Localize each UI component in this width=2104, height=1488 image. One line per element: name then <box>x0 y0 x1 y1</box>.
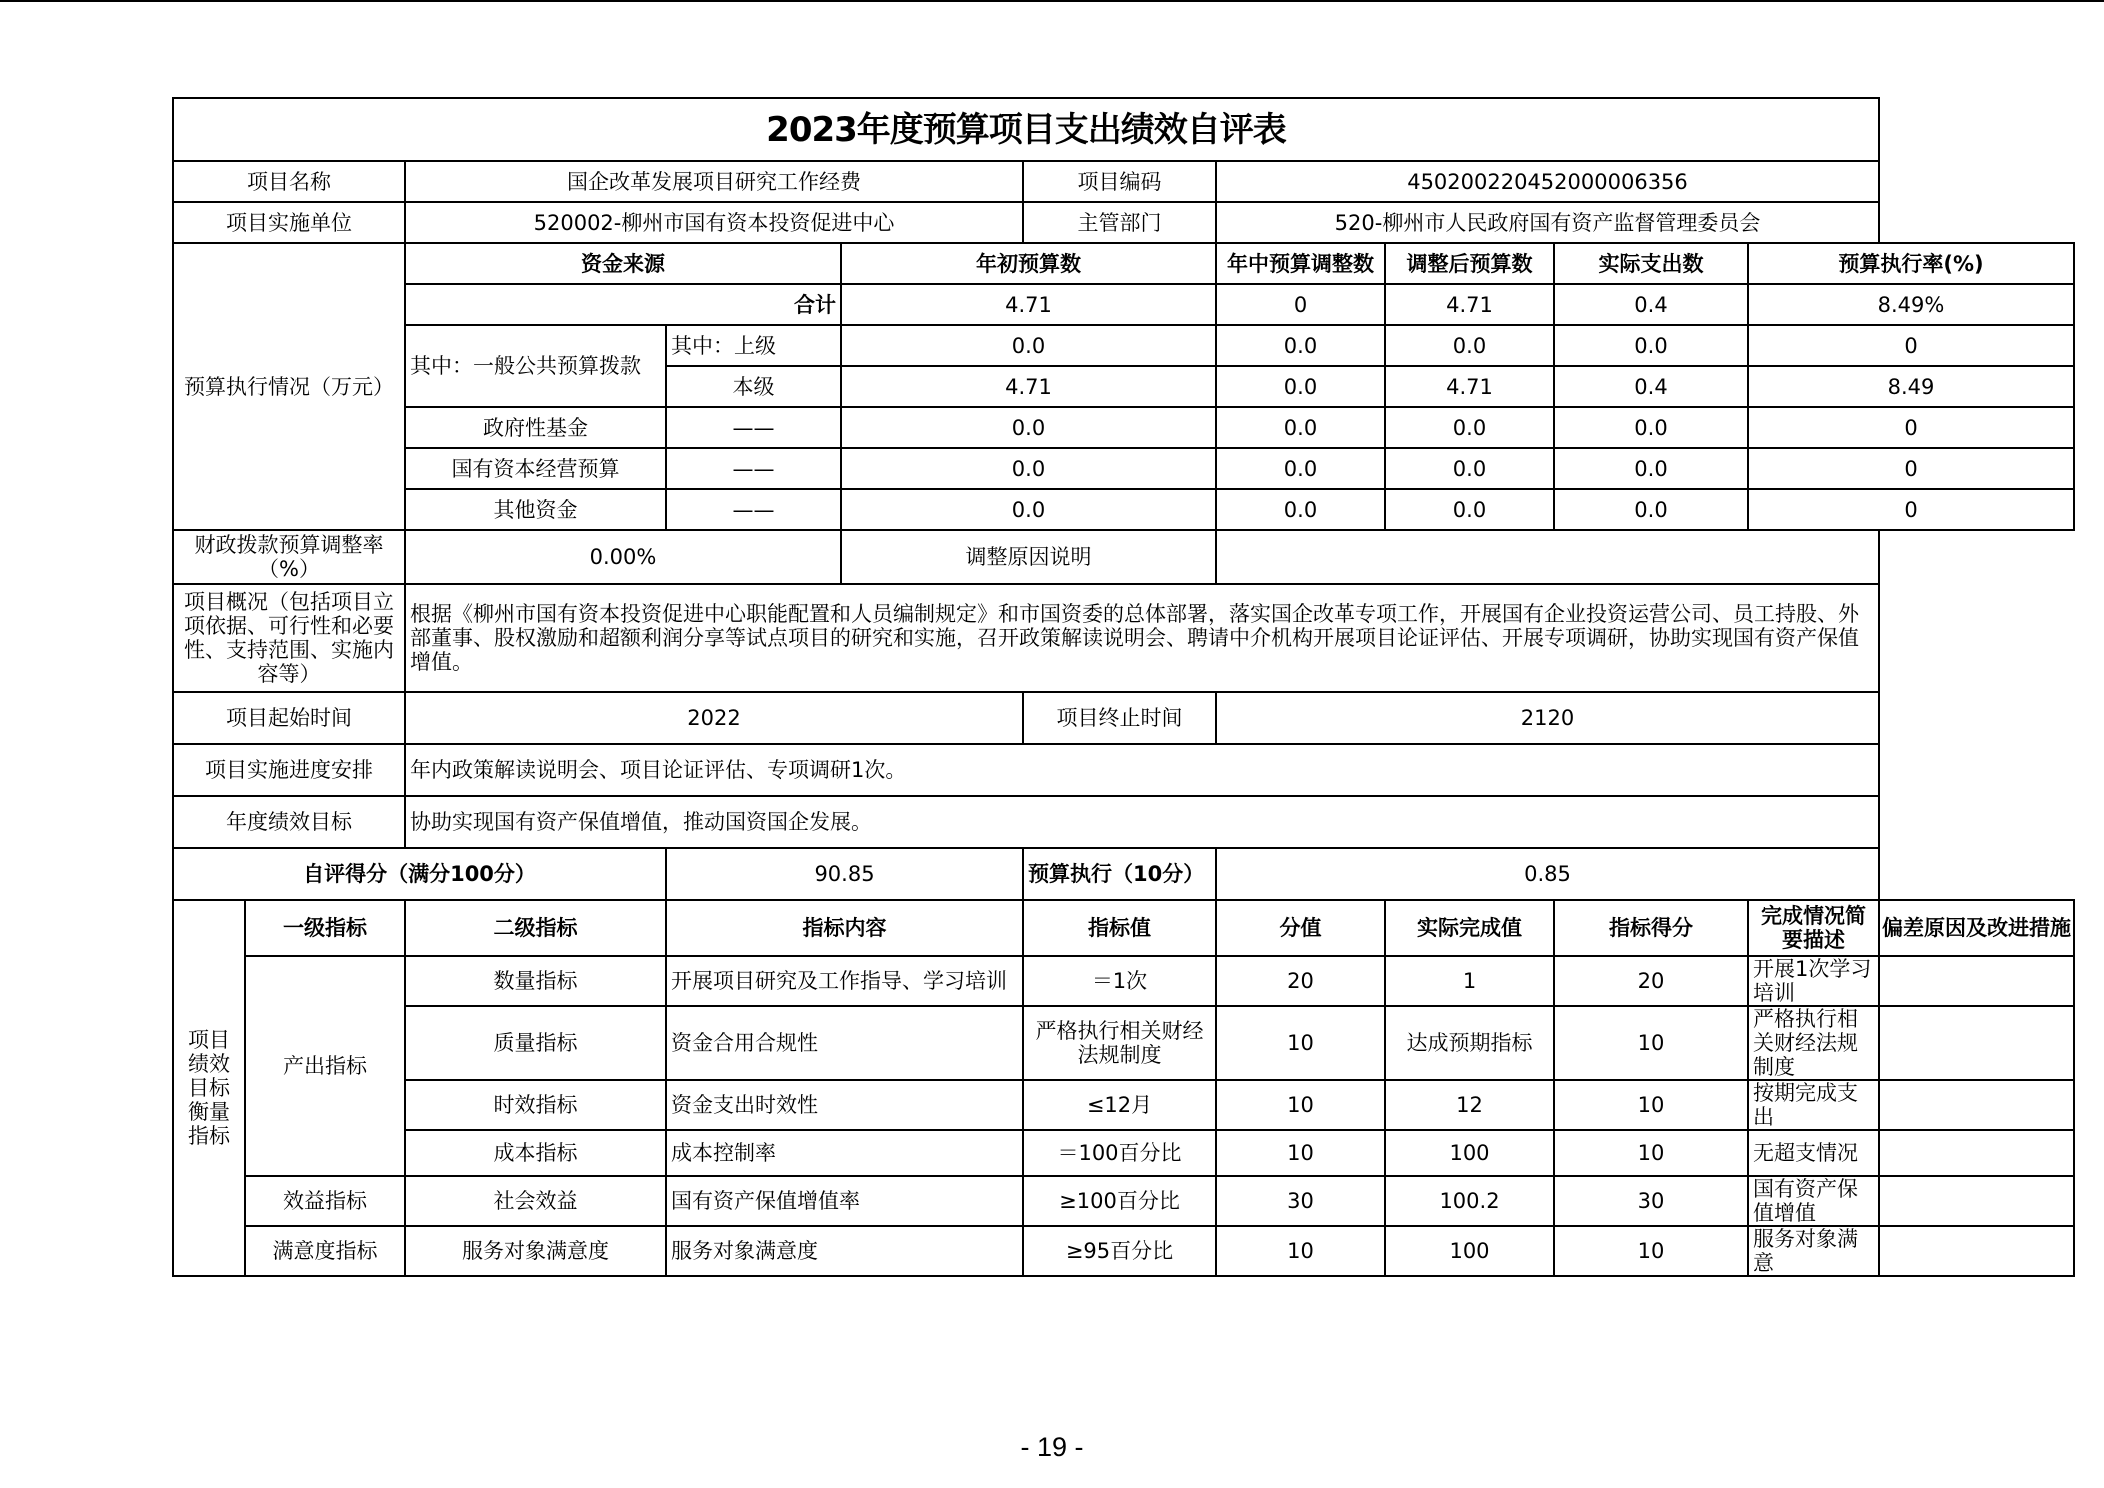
level1-output: 产出指标 <box>245 956 405 1176</box>
budget-upper-adjusted: 0.0 <box>1385 325 1554 366</box>
indicator-score: 10 <box>1554 1226 1748 1276</box>
table-title: 2023年度预算项目支出绩效自评表 <box>173 98 1879 161</box>
start-time-value: 2022 <box>405 692 1023 744</box>
budget-upper-actual: 0.0 <box>1554 325 1748 366</box>
other-fund-mid: 0.0 <box>1216 489 1385 530</box>
indicator-target: ≥95百分比 <box>1023 1226 1216 1276</box>
indicator-target: ＝1次 <box>1023 956 1216 1006</box>
level2-timeliness: 时效指标 <box>405 1080 666 1130</box>
impl-unit-value: 520002-柳州市国有资本投资促进中心 <box>405 202 1023 243</box>
self-score-label: 自评得分（满分100分） <box>173 848 666 900</box>
project-code-label: 项目编码 <box>1023 161 1216 202</box>
budget-local-initial: 4.71 <box>841 366 1216 407</box>
adjust-rate-label: 财政拨款预算调整率（%） <box>173 530 405 584</box>
indicator-content: 服务对象满意度 <box>666 1226 1023 1276</box>
indicator-score: 30 <box>1554 1176 1748 1226</box>
budget-local-rate: 8.49 <box>1748 366 2074 407</box>
indicator-actual: 12 <box>1385 1080 1554 1130</box>
header-initial-budget: 年初预算数 <box>841 243 1216 284</box>
level2-quantity: 数量指标 <box>405 956 666 1006</box>
end-time-value: 2120 <box>1216 692 1879 744</box>
budget-total-mid: 0 <box>1216 284 1385 325</box>
indicator-reason <box>1879 1006 2074 1080</box>
header-level1: 一级指标 <box>245 900 405 956</box>
end-time-label: 项目终止时间 <box>1023 692 1216 744</box>
overview-label: 项目概况（包括项目立项依据、可行性和必要性、支持范围、实施内容等） <box>173 584 405 692</box>
budget-exec-label: 预算执行情况（万元） <box>173 243 405 530</box>
project-code-value: 450200220452000006356 <box>1216 161 1879 202</box>
budget-upper-label: 其中：上级 <box>666 325 841 366</box>
budget-total-initial: 4.71 <box>841 284 1216 325</box>
indicator-weight: 10 <box>1216 1080 1385 1130</box>
indicator-reason <box>1879 956 2074 1006</box>
header-fund-source: 资金来源 <box>405 243 841 284</box>
header-description: 完成情况简要描述 <box>1748 900 1879 956</box>
indicator-weight: 10 <box>1216 1226 1385 1276</box>
indicator-score: 20 <box>1554 956 1748 1006</box>
annual-goal-text: 协助实现国有资产保值增值，推动国资国企发展。 <box>405 796 1879 848</box>
other-fund-rate: 0 <box>1748 489 2074 530</box>
state-capital-sub: —— <box>666 448 841 489</box>
self-score-value: 90.85 <box>666 848 1023 900</box>
progress-text: 年内政策解读说明会、项目论证评估、专项调研1次。 <box>405 744 1879 796</box>
gov-fund-adjusted: 0.0 <box>1385 407 1554 448</box>
gov-fund-label: 政府性基金 <box>405 407 666 448</box>
indicator-score: 10 <box>1554 1006 1748 1080</box>
progress-label: 项目实施进度安排 <box>173 744 405 796</box>
general-budget-group-label: 其中：一般公共预算拨款 <box>405 325 666 407</box>
gov-fund-initial: 0.0 <box>841 407 1216 448</box>
state-capital-rate: 0 <box>1748 448 2074 489</box>
indicator-reason <box>1879 1176 2074 1226</box>
performance-evaluation-table <box>172 97 2075 1277</box>
gov-fund-mid: 0.0 <box>1216 407 1385 448</box>
project-name-value: 国企改革发展项目研究工作经费 <box>405 161 1023 202</box>
start-time-label: 项目起始时间 <box>173 692 405 744</box>
level2-quality: 质量指标 <box>405 1006 666 1080</box>
budget-score-label: 预算执行（10分） <box>1023 848 1216 900</box>
project-name-label: 项目名称 <box>173 161 405 202</box>
other-fund-label: 其他资金 <box>405 489 666 530</box>
indicator-score: 10 <box>1554 1080 1748 1130</box>
budget-total-label: 合计 <box>405 284 841 325</box>
indicator-actual: 1 <box>1385 956 1554 1006</box>
header-adjusted-budget: 调整后预算数 <box>1385 243 1554 284</box>
indicator-actual: 100.2 <box>1385 1176 1554 1226</box>
indicator-content: 成本控制率 <box>666 1130 1023 1176</box>
state-capital-actual: 0.0 <box>1554 448 1748 489</box>
indicator-description: 服务对象满意 <box>1748 1226 1879 1276</box>
level2-social-benefit: 社会效益 <box>405 1176 666 1226</box>
indicator-actual: 100 <box>1385 1130 1554 1176</box>
indicator-weight: 10 <box>1216 1130 1385 1176</box>
budget-local-actual: 0.4 <box>1554 366 1748 407</box>
dept-label: 主管部门 <box>1023 202 1216 243</box>
other-fund-actual: 0.0 <box>1554 489 1748 530</box>
gov-fund-actual: 0.0 <box>1554 407 1748 448</box>
header-target: 指标值 <box>1023 900 1216 956</box>
header-deviation-reason: 偏差原因及改进措施 <box>1879 900 2074 956</box>
indicator-reason <box>1879 1226 2074 1276</box>
indicator-content: 开展项目研究及工作指导、学习培训 <box>666 956 1023 1006</box>
adjust-reason-value <box>1216 530 1879 584</box>
indicator-actual: 100 <box>1385 1226 1554 1276</box>
indicator-content: 资金支出时效性 <box>666 1080 1023 1130</box>
header-exec-rate: 预算执行率(%) <box>1748 243 2074 284</box>
indicator-target: ≤12月 <box>1023 1080 1216 1130</box>
state-capital-initial: 0.0 <box>841 448 1216 489</box>
page-number: - 19 - <box>1020 1432 1084 1462</box>
overview-text: 根据《柳州市国有资本投资促进中心职能配置和人员编制规定》和市国资委的总体部署，落实国企改革专项工作，开展国有企业投资运营公司、员工持股、外部董事、股权激励和超额利润分享等试点项目的研究和实施，召开政策解读说明会、聘请中介机构开展项目论证评估、开展专项调研，协助实现国有资产保值增值。 <box>405 584 1879 692</box>
header-actual-value: 实际完成值 <box>1385 900 1554 956</box>
budget-total-adjusted: 4.71 <box>1385 284 1554 325</box>
header-score: 指标得分 <box>1554 900 1748 956</box>
adjust-rate-value: 0.00% <box>405 530 841 584</box>
indicator-content: 国有资产保值增值率 <box>666 1176 1023 1226</box>
indicator-description: 无超支情况 <box>1748 1130 1879 1176</box>
indicator-description: 国有资产保值增值 <box>1748 1176 1879 1226</box>
annual-goal-label: 年度绩效目标 <box>173 796 405 848</box>
page-top-rule <box>0 0 2104 2</box>
header-actual-spend: 实际支出数 <box>1554 243 1748 284</box>
indicator-section-label: 项目绩效目标衡量指标 <box>173 900 245 1276</box>
indicator-actual: 达成预期指标 <box>1385 1006 1554 1080</box>
indicator-target: ＝100百分比 <box>1023 1130 1216 1176</box>
budget-upper-mid: 0.0 <box>1216 325 1385 366</box>
other-fund-initial: 0.0 <box>841 489 1216 530</box>
gov-fund-sub: —— <box>666 407 841 448</box>
budget-score-value: 0.85 <box>1216 848 1879 900</box>
indicator-reason <box>1879 1080 2074 1130</box>
level2-cost: 成本指标 <box>405 1130 666 1176</box>
indicator-weight: 30 <box>1216 1176 1385 1226</box>
budget-local-mid: 0.0 <box>1216 366 1385 407</box>
dept-value: 520-柳州市人民政府国有资产监督管理委员会 <box>1216 202 1879 243</box>
indicator-score: 10 <box>1554 1130 1748 1176</box>
indicator-content: 资金合用合规性 <box>666 1006 1023 1080</box>
header-level2: 二级指标 <box>405 900 666 956</box>
level1-satisfaction: 满意度指标 <box>245 1226 405 1276</box>
header-weight: 分值 <box>1216 900 1385 956</box>
indicator-target: 严格执行相关财经法规制度 <box>1023 1006 1216 1080</box>
budget-total-actual: 0.4 <box>1554 284 1748 325</box>
indicator-target: ≥100百分比 <box>1023 1176 1216 1226</box>
header-content: 指标内容 <box>666 900 1023 956</box>
other-fund-adjusted: 0.0 <box>1385 489 1554 530</box>
budget-upper-initial: 0.0 <box>841 325 1216 366</box>
header-mid-adjust: 年中预算调整数 <box>1216 243 1385 284</box>
budget-local-adjusted: 4.71 <box>1385 366 1554 407</box>
adjust-reason-label: 调整原因说明 <box>841 530 1216 584</box>
state-capital-adjusted: 0.0 <box>1385 448 1554 489</box>
other-fund-sub: —— <box>666 489 841 530</box>
indicator-weight: 20 <box>1216 956 1385 1006</box>
budget-upper-rate: 0 <box>1748 325 2074 366</box>
indicator-weight: 10 <box>1216 1006 1385 1080</box>
level2-service-satisfaction: 服务对象满意度 <box>405 1226 666 1276</box>
gov-fund-rate: 0 <box>1748 407 2074 448</box>
budget-local-label: 本级 <box>666 366 841 407</box>
indicator-description: 开展1次学习培训 <box>1748 956 1879 1006</box>
indicator-reason <box>1879 1130 2074 1176</box>
budget-total-rate: 8.49% <box>1748 284 2074 325</box>
indicator-description: 按期完成支出 <box>1748 1080 1879 1130</box>
state-capital-mid: 0.0 <box>1216 448 1385 489</box>
impl-unit-label: 项目实施单位 <box>173 202 405 243</box>
state-capital-label: 国有资本经营预算 <box>405 448 666 489</box>
indicator-description: 严格执行相关财经法规制度 <box>1748 1006 1879 1080</box>
level1-benefit: 效益指标 <box>245 1176 405 1226</box>
